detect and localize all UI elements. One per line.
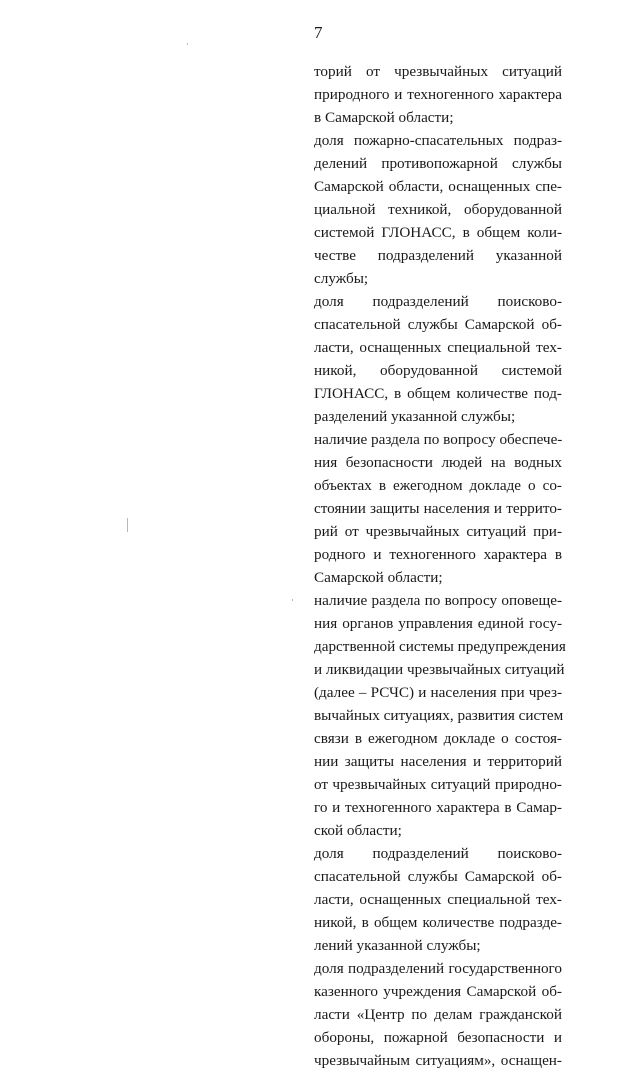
- text-line: спасательной службы Самарской об-: [314, 316, 562, 333]
- text-line: природного и техногенного характера: [314, 86, 562, 103]
- text-line: и ликвидации чрезвычайных ситуаций: [314, 661, 565, 678]
- text-line: рий от чрезвычайных ситуаций при-: [314, 523, 562, 540]
- text-line: ГЛОНАСС, в общем количестве под-: [314, 385, 562, 402]
- text-line: службы;: [314, 270, 369, 287]
- text-line: спасательной службы Самарской об-: [314, 868, 562, 885]
- text-line: ской области;: [314, 822, 402, 839]
- text-line: ласти «Центр по делам гражданской: [314, 1006, 562, 1023]
- text-line: связи в ежегодном докладе о состоя-: [314, 730, 562, 747]
- text-line: торий от чрезвычайных ситуаций: [314, 63, 562, 80]
- text-line: системой ГЛОНАСС, в общем коли-: [314, 224, 562, 241]
- text-line: объектах в ежегодном докладе о со-: [314, 477, 562, 494]
- text-line: обороны, пожарной безопасности и: [314, 1029, 562, 1046]
- text-line: казенного учреждения Самарской об-: [314, 983, 562, 1000]
- text-line: доля подразделений поисково-: [314, 845, 562, 862]
- text-line: ласти, оснащенных специальной тех-: [314, 891, 562, 908]
- text-line: доля подразделений государственного: [314, 960, 562, 977]
- text-line: ния безопасности людей на водных: [314, 454, 562, 471]
- text-line: дарственной системы предупреждения: [314, 638, 566, 655]
- text-line: никой, в общем количестве подразде-: [314, 914, 562, 931]
- text-line: нии защиты населения и территорий: [314, 753, 562, 770]
- scan-speck: [127, 518, 128, 532]
- text-line: наличие раздела по вопросу оповеще-: [314, 592, 562, 609]
- text-line: чрезвычайным ситуациям», оснащен-: [314, 1052, 562, 1069]
- text-line: от чрезвычайных ситуаций природно-: [314, 776, 562, 793]
- text-line: лений указанной службы;: [314, 937, 481, 954]
- text-line: ния органов управления единой госу-: [314, 615, 562, 632]
- text-line: доля подразделений поисково-: [314, 293, 562, 310]
- text-line: Самарской области;: [314, 569, 443, 586]
- scan-speck: [187, 43, 188, 45]
- text-line: разделений указанной службы;: [314, 408, 516, 425]
- text-line: ласти, оснащенных специальной тех-: [314, 339, 562, 356]
- text-line: в Самарской области;: [314, 109, 454, 126]
- text-line: наличие раздела по вопросу обеспече-: [314, 431, 563, 448]
- text-line: Самарской области, оснащенных спе-: [314, 178, 562, 195]
- text-line: родного и техногенного характера в: [314, 546, 562, 563]
- page-number: 7: [314, 23, 323, 42]
- text-line: никой, оборудованной системой: [314, 362, 562, 379]
- text-line: делений противопожарной службы: [314, 155, 562, 172]
- text-line: вычайных ситуациях, развития систем: [314, 707, 564, 724]
- text-line: честве подразделений указанной: [314, 247, 562, 264]
- text-line: стоянии защиты населения и террито-: [314, 500, 562, 517]
- document-text-column: [314, 60, 566, 1072]
- text-line: (далее – РСЧС) и населения при чрез-: [314, 684, 562, 701]
- scan-speck: [292, 599, 293, 601]
- text-line: доля пожарно-спасательных подраз-: [314, 132, 562, 149]
- text-line: го и техногенного характера в Самар-: [314, 799, 562, 816]
- text-line: циальной техникой, оборудованной: [314, 201, 562, 218]
